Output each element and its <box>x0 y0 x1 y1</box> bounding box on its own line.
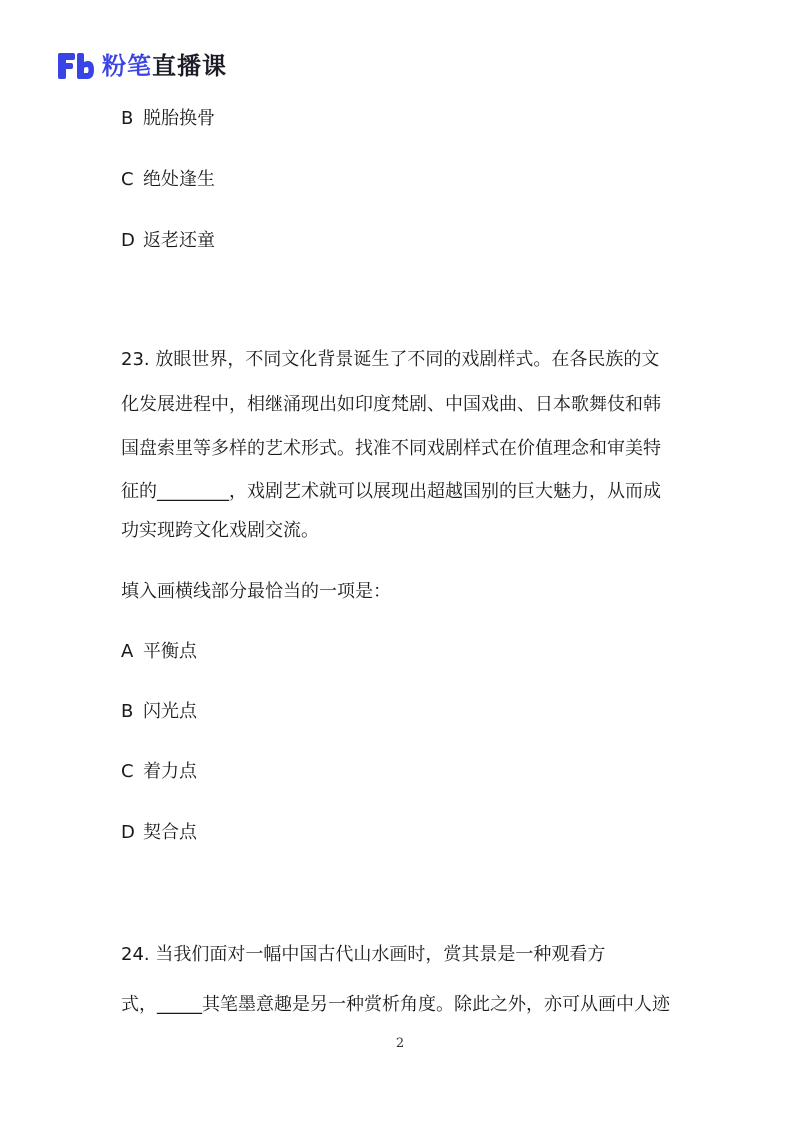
q23-prompt: 填入画横线部分最恰当的一项是： <box>121 581 391 602</box>
q23-stem-line: 化发展进程中，相继涌现出如印度梵剧、中国戏曲、日本歌舞伎和韩 <box>121 394 661 415</box>
q23-stem-line: 征的________，戏剧艺术就可以展现出超越国别的巨大魅力，从而成 <box>121 481 661 502</box>
option-letter: D <box>121 822 135 843</box>
q23-option-b <box>121 698 197 726</box>
option-letter: B <box>121 108 134 129</box>
page-number: 2 <box>395 1036 405 1051</box>
logo-sub-text: 直播课 <box>152 52 227 80</box>
q23-stem-line: 国盘索里等多样的艺术形式。找准不同戏剧样式在价值理念和审美特 <box>121 438 661 459</box>
q23-stem-line: 23. 放眼世界，不同文化背景诞生了不同的戏剧样式。在各民族的文 <box>121 349 660 370</box>
q23-option-a <box>121 638 197 666</box>
q23-option-c <box>121 758 197 786</box>
option-text: 平衡点 <box>143 641 197 662</box>
option-letter: D <box>121 230 135 251</box>
logo-brand-text: 粉笔 <box>102 52 152 80</box>
fb-logo-icon <box>56 51 96 81</box>
option-text: 返老还童 <box>143 230 215 251</box>
brand-logo <box>56 50 227 82</box>
q22-option-d <box>121 227 215 255</box>
option-text: 契合点 <box>143 822 197 843</box>
option-text: 闪光点 <box>143 701 197 722</box>
q24-stem-line: 24. 当我们面对一幅中国古代山水画时，赏其景是一种观看方 <box>121 944 606 965</box>
q24-stem-line: 式，_____其笔墨意趣是另一种赏析角度。除此之外，亦可从画中人迹 <box>121 994 670 1015</box>
option-letter: B <box>121 701 134 722</box>
option-letter: A <box>121 641 134 662</box>
option-text: 着力点 <box>143 761 197 782</box>
q22-option-c <box>121 166 215 194</box>
option-text: 脱胎换骨 <box>143 108 215 129</box>
logo-text <box>102 50 227 82</box>
q23-option-d <box>121 819 197 847</box>
option-letter: C <box>121 169 134 190</box>
q23-stem-line: 功实现跨文化戏剧交流。 <box>121 520 319 541</box>
option-text: 绝处逢生 <box>143 169 215 190</box>
q22-option-b <box>121 105 215 133</box>
option-letter: C <box>121 761 134 782</box>
